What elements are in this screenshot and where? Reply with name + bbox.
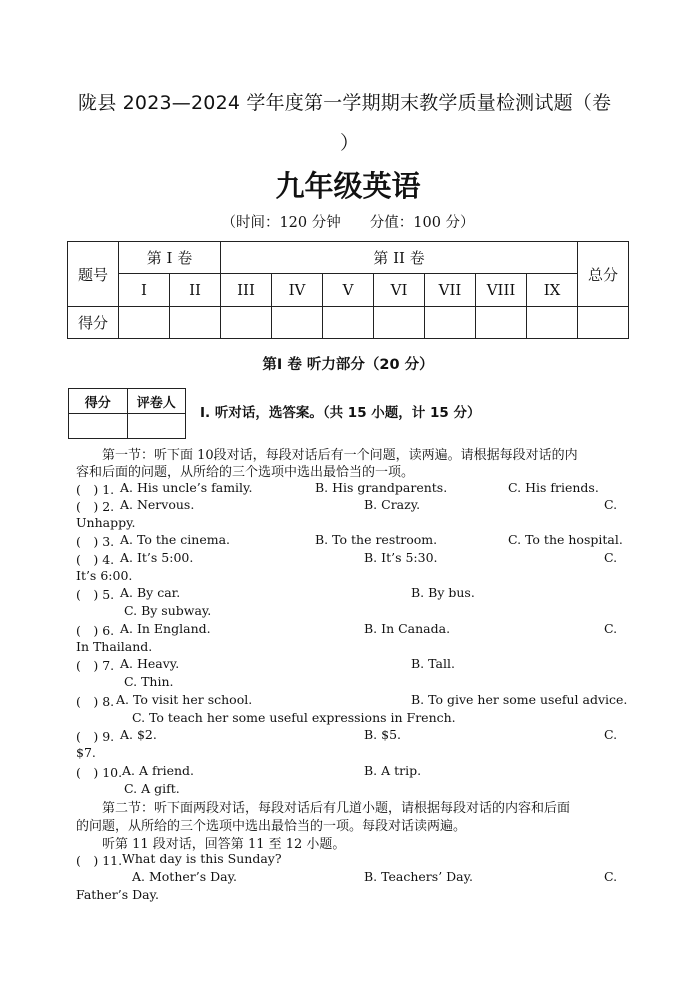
option-a: A. Nervous. [120,497,195,512]
option-a: A. $2. [120,727,157,742]
question-row [0,851,696,869]
label-question-number: 题号 [68,242,119,307]
option-a: A. Heavy. [120,656,180,671]
option-c-continued: Father’s Day. [76,887,159,902]
question-row [0,763,696,781]
option-b: B. To give her some useful advice. [411,692,628,707]
question-number: ( ) 1. [76,482,115,497]
question-row [0,621,696,639]
numeral-cell: V [323,274,374,307]
question-number: ( ) 2. [76,499,115,514]
option-c: C. Thin. [124,674,174,689]
label-score: 得分 [68,307,119,339]
section-title: 第Ⅰ 卷 听力部分（20 分） [262,357,434,373]
question-number: ( ) 10. [76,765,123,780]
question-number: ( ) 5. [76,587,115,602]
question-number: ( ) 8. [76,694,115,709]
time-info: （时间：120 分钟 分值：100 分） [221,215,475,231]
question-row [0,480,696,498]
question-number: ( ) 6. [76,623,115,638]
option-b: B. Teachers’ Day. [364,869,473,884]
exam-title-continuation: ） [340,132,360,154]
option-c: C. A gift. [124,781,180,796]
option-c-continued: In Thailand. [76,639,153,654]
question-row [0,692,696,710]
option-c: C. [604,621,618,636]
option-a: A. A friend. [122,763,194,778]
grader-name-cell [127,414,186,439]
question-number: ( ) 4. [76,552,115,567]
option-c: C. [604,869,618,884]
option-b: B. A trip. [364,763,422,778]
question-row [0,497,696,515]
dialog-11-intro: 听第 11 段对话，回答第 11 至 12 小题。 [102,837,346,852]
option-a: A. Mother’s Day. [132,869,237,884]
option-c: C. [604,497,618,512]
numeral-cell: III [221,274,272,307]
question-options-row [0,869,696,887]
exam-title: 陇县 2023—2024 学年度第一学期期末教学质量检测试题（卷 [78,92,612,114]
option-a: A. By car. [120,585,181,600]
score-cell [323,307,374,339]
header-volume-2: 第 II 卷 [221,242,578,274]
grader-score-label: 得分 [69,389,128,414]
numeral-cell: II [170,274,221,307]
option-b: B. Crazy. [364,497,421,512]
option-a: A. To visit her school. [116,692,253,707]
question-number: ( ) 11. [76,853,123,868]
score-cell [272,307,323,339]
option-b: B. $5. [364,727,402,742]
numeral-cell: I [119,274,170,307]
section2-instruction: 第二节：听下面两段对话，每段对话后有几道小题，请根据每段对话的内容和后面 [102,801,571,816]
section2-instruction-cont: 的问题，从所给的三个选项中选出最恰当的一项。每段对话读两遍。 [76,819,467,834]
subject-title: 九年级英语 [275,169,421,203]
question-row [0,550,696,568]
option-b: B. To the restroom. [315,532,438,547]
option-b: B. It’s 5:30. [364,550,438,565]
option-c: C. [604,550,618,565]
score-cell [170,307,221,339]
section1-instruction-cont: 容和后面的问题，从所给的三个选项中选出最恰当的一项。 [76,465,415,480]
option-a: A. In England. [120,621,211,636]
score-cell [527,307,578,339]
score-cell-total [578,307,629,339]
option-c: C. To teach her some useful expressions in French. [132,710,456,725]
question-number: ( ) 7. [76,658,115,673]
question-text: What day is this Sunday? [122,851,282,866]
grader-name-label: 评卷人 [127,389,186,414]
score-cell [374,307,425,339]
option-b: B. Tall. [411,656,455,671]
option-c-continued: $7. [76,745,96,760]
section1-instruction: 第一节：听下面 10段对话，每段对话后有一个问题，读两遍。请根据每段对话的内 [102,448,578,463]
option-a: A. It’s 5:00. [120,550,194,565]
grader-score-cell [69,414,128,439]
option-c: C. To the hospital. [508,532,623,547]
part-title: I. 听对话，选答案。（共 15 小题，计 15 分） [200,405,481,421]
option-c: C. [604,727,618,742]
question-row [0,532,696,550]
option-b: B. In Canada. [364,621,451,636]
score-cell [119,307,170,339]
option-c-continued: It’s 6:00. [76,568,133,583]
numeral-cell: VI [374,274,425,307]
numeral-cell: VII [425,274,476,307]
grader-box [68,388,186,439]
option-b: B. His grandparents. [315,480,448,495]
option-b: B. By bus. [411,585,475,600]
numeral-cell: IX [527,274,578,307]
option-c-continued: Unhappy. [76,515,136,530]
question-row [0,656,696,674]
score-table [67,241,629,339]
numeral-cell: VIII [476,274,527,307]
question-row [0,727,696,745]
numeral-cell: IV [272,274,323,307]
option-a: A. To the cinema. [120,532,231,547]
option-c: C. His friends. [508,480,599,495]
question-number: ( ) 9. [76,729,115,744]
question-number: ( ) 3. [76,534,115,549]
header-total: 总分 [578,242,629,307]
score-cell [221,307,272,339]
option-a: A. His uncle’s family. [120,480,253,495]
score-cell [476,307,527,339]
question-row [0,585,696,603]
score-cell [425,307,476,339]
header-volume-1: 第 I 卷 [119,242,221,274]
option-c: C. By subway. [124,603,212,618]
